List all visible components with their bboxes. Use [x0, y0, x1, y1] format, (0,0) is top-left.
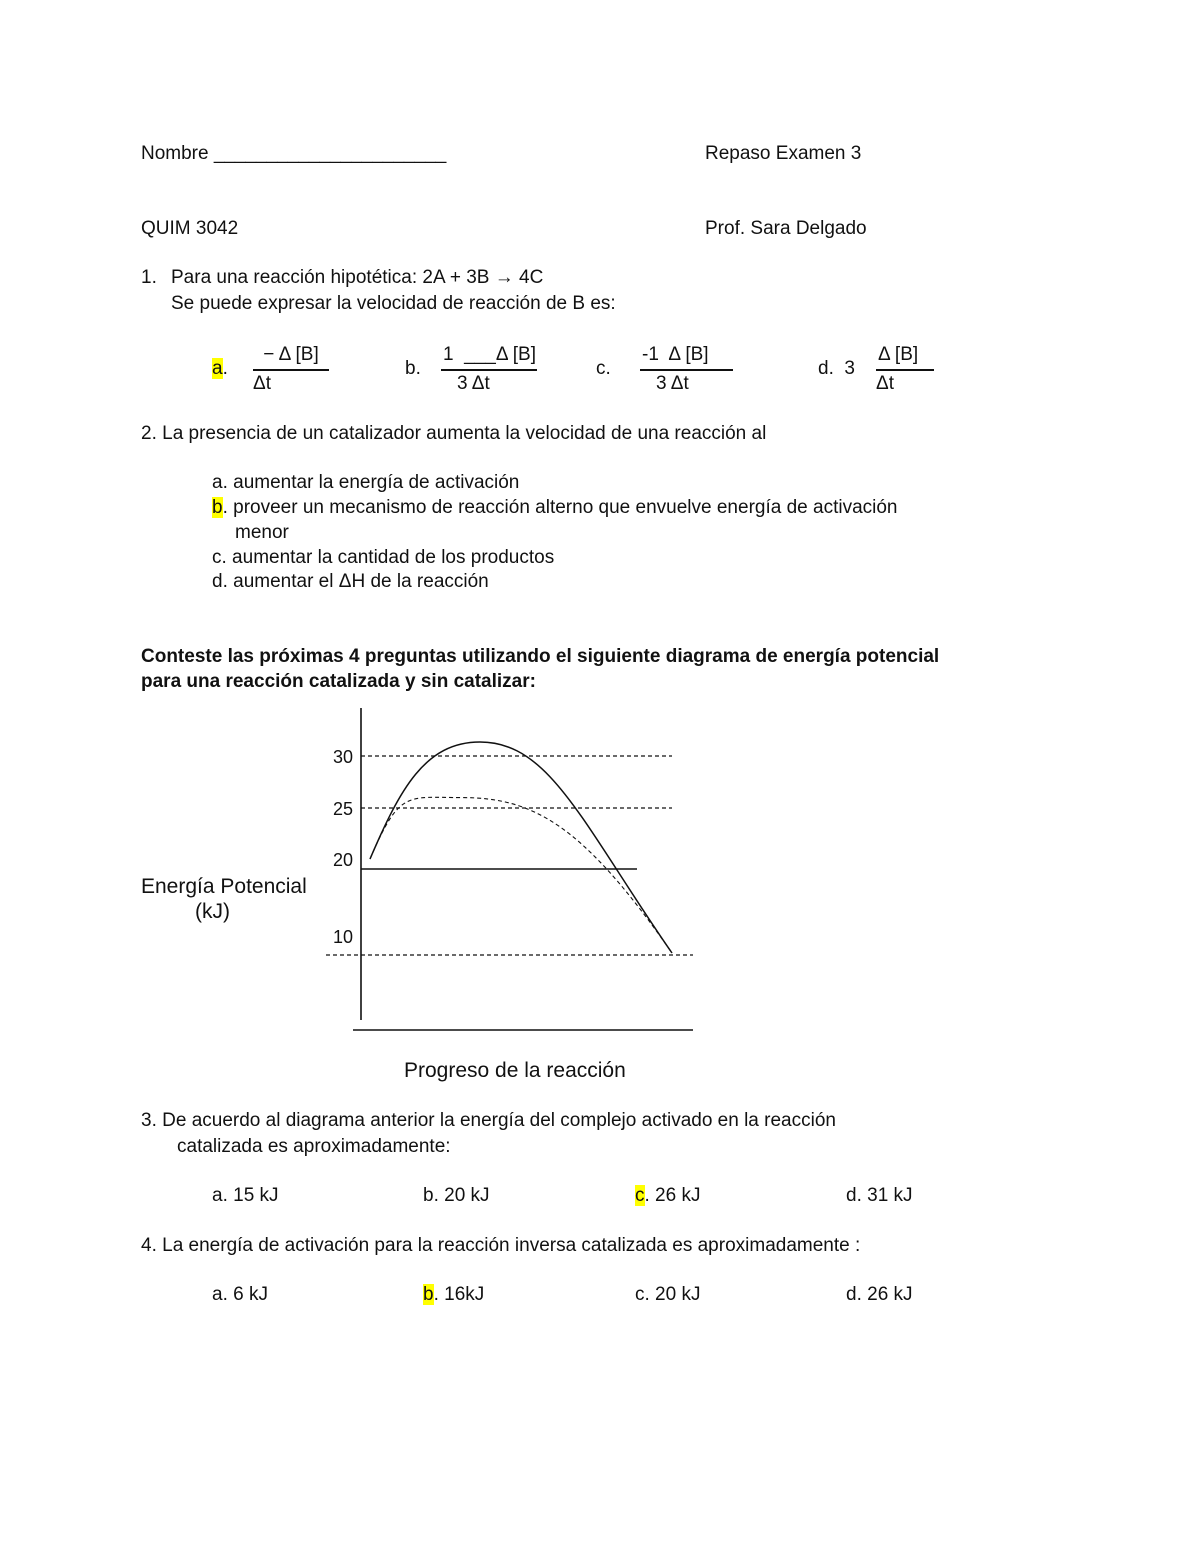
y-axis-unit-label: (kJ)	[195, 900, 230, 923]
q1-option-b-denominator: 3 Δt	[457, 373, 490, 394]
q4-option-d-letter: d	[846, 1284, 857, 1305]
q2-option-a-letter: a	[212, 472, 223, 493]
y-tick-label-10: 10	[333, 927, 354, 947]
q3-option-d[interactable]	[846, 1185, 913, 1207]
q2-option-d-letter: d	[212, 571, 223, 592]
y-tick-label-30: 30	[333, 747, 354, 767]
q3-option-d-text: . 31 kJ	[856, 1185, 913, 1206]
q4-option-c[interactable]	[635, 1284, 700, 1306]
q1-option-a-numerator: − Δ [B]	[253, 343, 329, 371]
q1-option-d-letter: d	[818, 358, 829, 379]
q1-option-c-letter: c	[596, 358, 606, 379]
q1-option-c-denominator: 3 Δt	[656, 373, 689, 394]
y-tick-label-25: 25	[333, 799, 354, 819]
q1-option-a-denominator: Δt	[253, 373, 271, 394]
q3-option-d-letter: d	[846, 1185, 857, 1206]
q3-option-c-letter: c	[635, 1185, 645, 1206]
y-tick-label-20: 20	[333, 850, 354, 870]
x-axis-label: Progreso de la reacción	[404, 1059, 626, 1082]
q3-option-a[interactable]	[212, 1185, 279, 1207]
q1-line2: Se puede expresar la velocidad de reacción de B es:	[171, 293, 616, 314]
q1-option-b-punct: .	[415, 358, 421, 379]
y-axis-label: Energía Potencial	[141, 875, 307, 898]
q1-option-d-denominator: Δt	[876, 373, 894, 394]
q4-option-a[interactable]	[212, 1284, 268, 1306]
q4-option-a-text: . 6 kJ	[222, 1284, 268, 1305]
q2-option-c-text: . aumentar la cantidad de los productos	[221, 547, 555, 568]
q3-option-c-text: . 26 kJ	[644, 1185, 701, 1206]
name-field-label: Nombre ______________________	[141, 143, 447, 164]
q4-option-b-letter: b	[423, 1284, 434, 1305]
q3-option-a-letter: a	[212, 1185, 223, 1206]
q1-option-d-coefficient: 3	[844, 358, 855, 379]
q3-option-b[interactable]	[423, 1185, 490, 1207]
q3-line2: catalizada es aproximadamente:	[177, 1136, 451, 1157]
q4-option-a-letter: a	[212, 1284, 223, 1305]
q2-option-b-letter: b	[212, 497, 223, 518]
uncatalyzed-curve	[370, 742, 672, 953]
instructions-line1: Conteste las próximas 4 preguntas utilizando el siguiente diagrama de energía potencial	[141, 646, 940, 667]
q3-option-a-text: . 15 kJ	[222, 1185, 279, 1206]
q1-option-a-punct: .	[222, 358, 228, 379]
q1-option-d-punct: .	[828, 358, 834, 379]
q3-option-c[interactable]	[635, 1185, 700, 1207]
q4-option-c-letter: c	[635, 1284, 645, 1305]
q4-option-d-text: . 26 kJ	[856, 1284, 913, 1305]
q1-option-c-numerator: -1 Δ [B]	[640, 343, 733, 371]
q4-option-b-text: . 16kJ	[433, 1284, 485, 1305]
q2-option-b-continuation: menor	[235, 522, 289, 543]
professor-name: Prof. Sara Delgado	[705, 218, 867, 239]
q1-option-b-letter: b	[405, 358, 416, 379]
q4-option-b[interactable]	[423, 1284, 484, 1306]
q1-option-b-numerator: 1 ___Δ [B]	[441, 343, 537, 371]
q4-option-d[interactable]	[846, 1284, 913, 1306]
q2-option-a-text: . aumentar la energía de activación	[222, 472, 520, 493]
q2-text: 2. La presencia de un catalizador aumenta la velocidad de una reacción al	[141, 423, 767, 444]
q1-line1: Para una reacción hipotética: 2A + 3B → 4C	[171, 267, 544, 288]
q1-option-d-numerator: Δ [B]	[876, 343, 934, 371]
q1-option-a-letter: a	[212, 358, 223, 379]
q2-option-d-text: . aumentar el ΔH de la reacción	[222, 571, 489, 592]
q1-option-c-punct: .	[605, 358, 611, 379]
instructions-line2: para una reacción catalizada y sin catalizar:	[141, 671, 536, 692]
exam-title: Repaso Examen 3	[705, 143, 862, 164]
catalyzed-curve	[370, 797, 672, 953]
q2-option-b-text: . proveer un mecanismo de reacción alterno que envuelve energía de activación	[222, 497, 898, 518]
q3-option-b-text: . 20 kJ	[433, 1185, 490, 1206]
q4-text: 4. La energía de activación para la reacción inversa catalizada es aproximadamente :	[141, 1235, 861, 1256]
q3-line1: 3. De acuerdo al diagrama anterior la energía del complejo activado en la reacción	[141, 1110, 836, 1131]
q2-option-c-letter: c	[212, 547, 222, 568]
q4-option-c-text: . 20 kJ	[644, 1284, 701, 1305]
q1-number: 1.	[141, 267, 157, 288]
course-code: QUIM 3042	[141, 218, 239, 239]
q3-option-b-letter: b	[423, 1185, 434, 1206]
